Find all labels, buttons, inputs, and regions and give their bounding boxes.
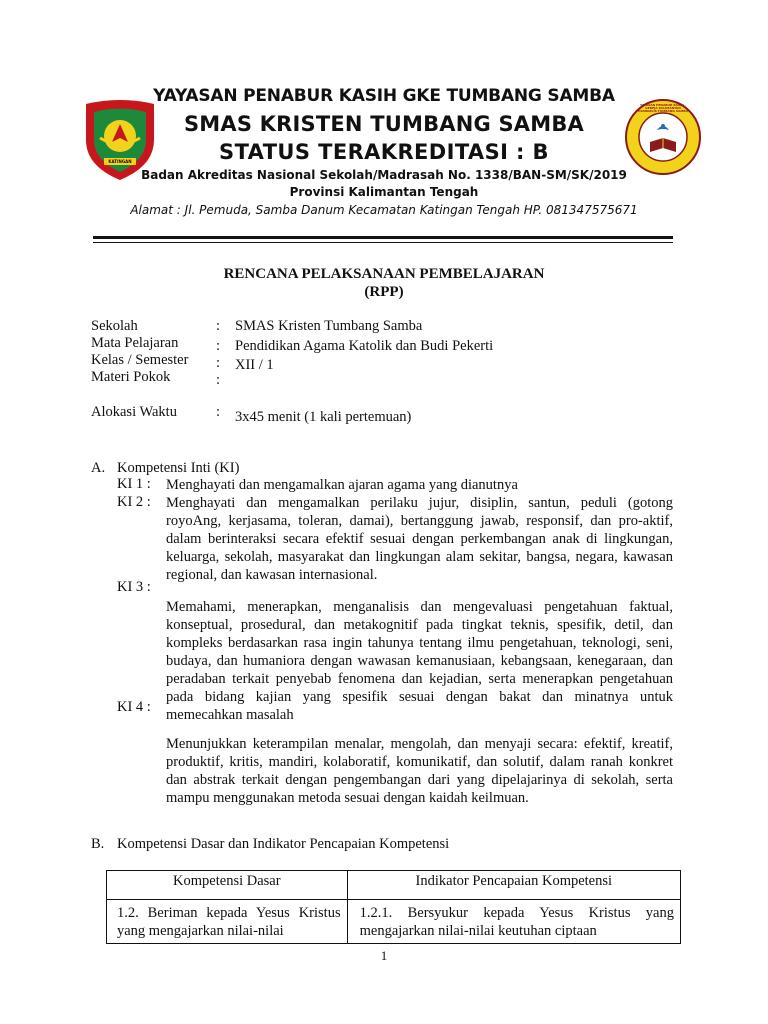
table-cell-kd: 1.2. Beriman kepada Yesus Kristus yang mengajarkan nilai-nilai <box>107 900 348 944</box>
seal-ring-text: YAYASAN PENABUR KASIH · GEREJA KALIMANTAN EVANGELIS TUMBANG SAMBA <box>638 103 688 113</box>
province: Provinsi Kalimantan Tengah <box>289 185 479 199</box>
identity-colon: : <box>216 338 221 354</box>
ki4-label: KI 4 : <box>117 699 151 715</box>
section-b-letter: B. <box>91 836 105 852</box>
ki3-text: Memahami, menerapkan, menganalisis dan mengevaluasi pengetahuan faktual, konseptual, prosedural, dan metakognitif pada tingkat teknis, spesifik, detil, dan kompleks berdasarkan rasa ingin tahunya tentang ilmu pengetahuan, teknologi, seni, budaya, dan humaniora dengan wawasan kemanusiaan, kebangsaan, kenegaraan, dan peradaban terkait penyebab fenomena dan kejadian, serta menerapkan pengetahuan pada bidang kajian yang spesifik sesuai dengan bakat dan minatnya untuk memecahkan masalah <box>166 599 673 723</box>
school-address: Alamat : Jl. Pemuda, Samba Danum Kecamatan Katingan Tengah HP. 081347575671 <box>130 203 638 217</box>
identity-label-topic: Materi Pokok <box>91 369 171 385</box>
section-b-title: Kompetensi Dasar dan Indikator Pencapaian Kompetensi <box>117 836 450 852</box>
ki3-label: KI 3 : <box>117 579 151 595</box>
crest-caption: KATINGAN <box>108 159 132 164</box>
identity-label-time: Alokasi Waktu <box>91 404 177 420</box>
document-subtitle: (RPP) <box>364 284 404 300</box>
school-name: SMAS KRISTEN TUMBANG SAMBA <box>183 112 585 136</box>
ki2-label: KI 2 : <box>117 494 151 510</box>
letterhead-rule-thick <box>93 236 673 239</box>
identity-label-subject: Mata Pelajaran <box>91 335 179 351</box>
identity-label-school: Sekolah <box>91 318 138 334</box>
letterhead-rule-thin <box>93 242 673 243</box>
identity-colon: : <box>216 355 221 371</box>
table-row <box>107 900 681 944</box>
identity-colon: : <box>216 404 221 420</box>
identity-label-class: Kelas / Semester <box>91 352 189 368</box>
competency-table <box>106 870 681 944</box>
foundation-name: YAYASAN PENABUR KASIH GKE TUMBANG SAMBA <box>153 86 615 106</box>
section-a-letter: A. <box>91 460 106 476</box>
page-number: 1 <box>380 948 388 963</box>
table-cell-indicator: 1.2.1. Bersyukur kepada Yesus Kristus yang mengajarkan nilai-nilai keutuhan ciptaan <box>347 900 680 944</box>
ki2-text: Menghayati dan mengamalkan perilaku jujur, disiplin, santun, peduli (gotong royoAng, kerjasama, toleran, damai), bertanggung jawab, responsif, dan pro-aktif, dalam berinteraksi secara efektif sesuai dengan perkembangan anak di lingkungan, keluarga, sekolah, masyarakat dan lingkungan alam sekitar, bangsa, negara, kawasan regional, dan kawasan internasional. <box>166 495 673 583</box>
identity-value-time: 3x45 menit (1 kali pertemuan) <box>235 409 412 425</box>
identity-colon: : <box>216 318 221 334</box>
accreditation-body: Badan Akreditas Nasional Sekolah/Madrasah No. 1338/BAN-SM/SK/2019 <box>141 168 627 182</box>
ki1-text: Menghayati dan mengamalkan ajaran agama yang dianutnya <box>166 477 518 493</box>
accreditation-status: STATUS TERAKREDITASI : B <box>219 140 549 164</box>
ki1-label: KI 1 : <box>117 476 151 492</box>
identity-value-subject: Pendidikan Agama Katolik dan Budi Pekerti <box>235 338 494 354</box>
ki4-text: Menunjukkan keterampilan menalar, mengolah, dan menyaji secara: efektif, kreatif, produktif, kritis, mandiri, kolaboratif, komunikatif, dan solutif, dalam ranah konkret dan abstrak terkait dengan pengembangan dari yang dipelajarinya di sekolah, serta mampu menggunakan metoda sesuai dengan kaidah keilmuan. <box>166 736 673 806</box>
identity-value-class: XII / 1 <box>235 357 274 373</box>
table-header-cell: Kompetensi Dasar <box>107 871 348 900</box>
section-a-title: Kompetensi Inti (KI) <box>117 460 240 476</box>
identity-colon: : <box>216 372 221 388</box>
identity-value-school: SMAS Kristen Tumbang Samba <box>235 318 423 334</box>
table-header-cell: Indikator Pencapaian Kompetensi <box>347 871 680 900</box>
foundation-seal-logo <box>624 98 702 176</box>
competency-table-header <box>107 871 681 900</box>
document-title: RENCANA PELAKSANAAN PEMBELAJARAN <box>223 266 545 282</box>
